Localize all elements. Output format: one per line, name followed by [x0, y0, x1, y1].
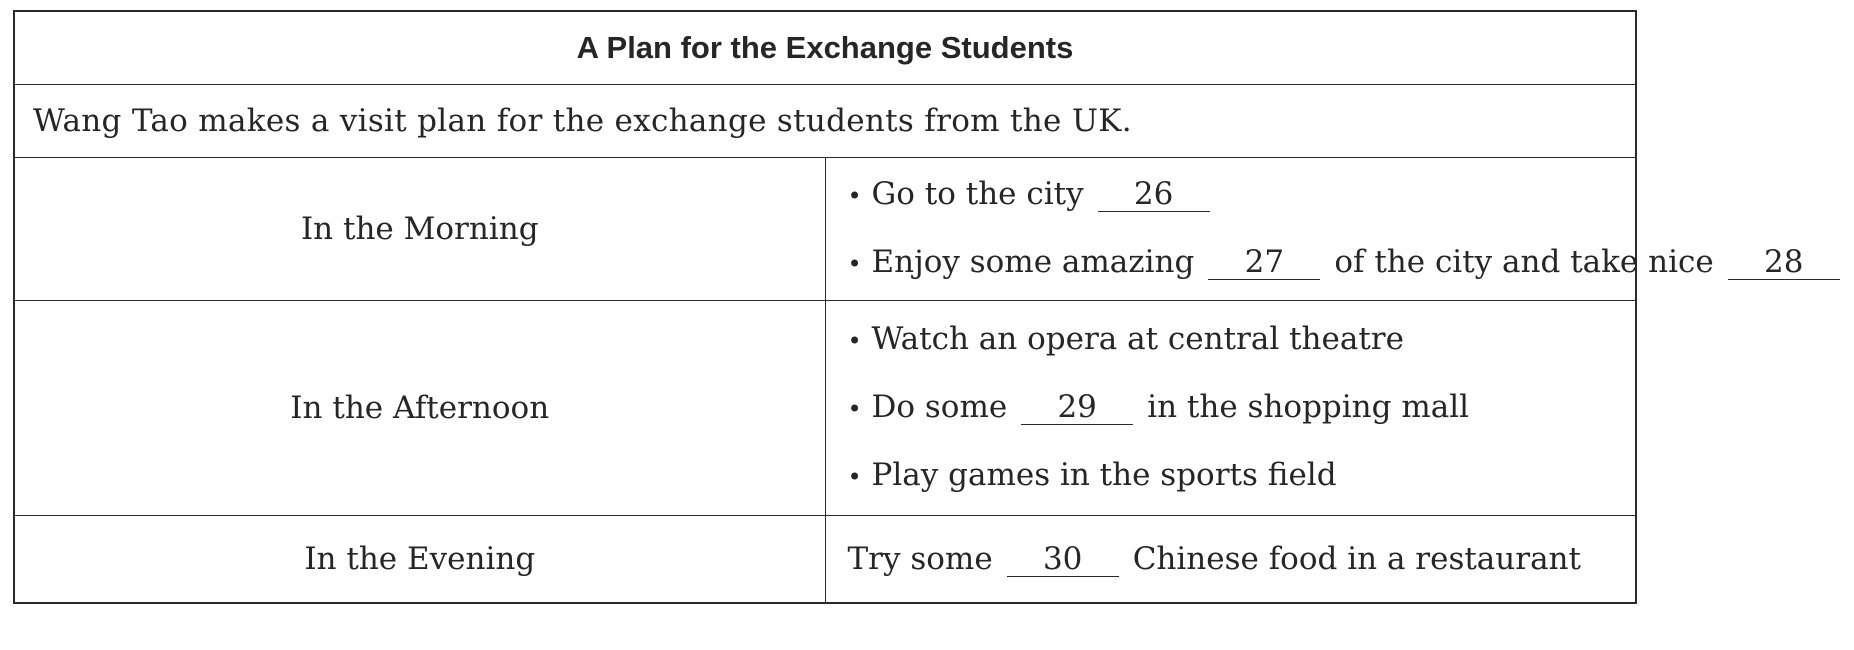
morning-row — [14, 158, 1636, 301]
morning-activities — [825, 158, 1804, 301]
morning-label: In the Morning — [14, 158, 825, 301]
plan-table — [13, 10, 1804, 604]
afternoon-item-games — [848, 442, 1636, 510]
item-text: Go to the city — [871, 176, 1084, 212]
table-title: A Plan for the Exchange Students — [14, 11, 1636, 85]
afternoon-activities — [825, 301, 1636, 516]
bullet-icon: • — [847, 327, 862, 355]
item-text: Play games in the sports field — [871, 457, 1337, 493]
afternoon-row — [14, 301, 1636, 516]
item-text: Watch an opera at central theatre — [871, 321, 1404, 357]
answer-blank-26[interactable]: 26 — [1098, 177, 1210, 212]
item-text: in the shopping mall — [1147, 389, 1470, 425]
item-text: Enjoy some amazing — [871, 244, 1195, 280]
afternoon-item-shopping — [848, 374, 1636, 442]
evening-item-food — [848, 526, 1636, 592]
bullet-icon: • — [847, 395, 862, 423]
intro-text: Wang Tao makes a visit plan for the exchange students from the UK. — [14, 85, 1636, 158]
morning-item-city — [848, 161, 1636, 229]
answer-blank-27[interactable]: 27 — [1208, 245, 1320, 280]
bullet-icon: • — [847, 463, 862, 491]
afternoon-label: In the Afternoon — [14, 301, 825, 516]
answer-blank-29[interactable]: 29 — [1021, 390, 1133, 425]
item-text: Chinese food in a restaurant — [1132, 541, 1581, 577]
intro-row — [14, 85, 1636, 158]
item-text: of the city and take nice — [1334, 244, 1714, 280]
answer-blank-30[interactable]: 30 — [1007, 542, 1119, 577]
evening-label: In the Evening — [14, 516, 825, 604]
item-text: Try some — [847, 541, 993, 577]
bullet-icon: • — [847, 250, 862, 278]
title-row — [14, 11, 1636, 85]
evening-row — [14, 516, 1636, 604]
answer-blank-28[interactable]: 28 — [1728, 245, 1840, 280]
morning-item-enjoy — [847, 229, 1804, 297]
afternoon-item-opera — [848, 306, 1636, 374]
evening-activities — [825, 516, 1636, 604]
bullet-icon: • — [847, 182, 862, 210]
item-text: Do some — [871, 389, 1008, 425]
